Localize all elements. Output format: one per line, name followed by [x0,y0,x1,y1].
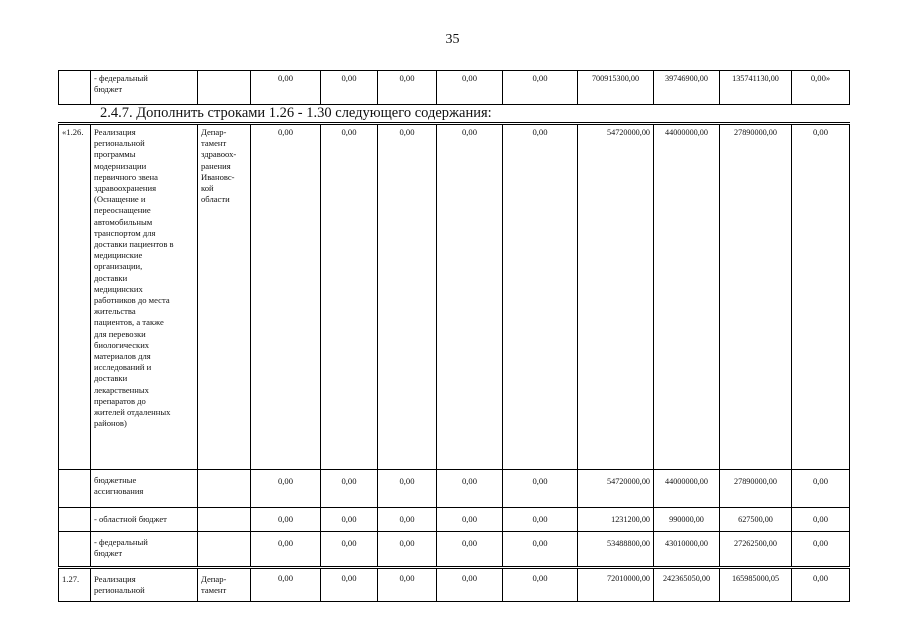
row-number-cell: «1.26. [59,124,91,470]
value-cell: 0,00 [792,470,850,508]
value-cell: 0,00 [792,568,850,602]
value-cell: 27262500,00 [720,532,792,568]
value-cell: 0,00 [321,508,378,532]
table-row [59,508,850,532]
value-cell: 165985000,05 [720,568,792,602]
value-cell: 0,00 [437,124,503,470]
row-executor-cell: Депар- тамент [198,568,251,602]
value-cell: 0,00 [378,532,437,568]
value-cell: 0,00 [792,124,850,470]
section-heading: 2.4.7. Дополнить строками 1.26 - 1.30 следующего содержания: [100,105,492,121]
row-number-cell [59,508,91,532]
value-cell: 0,00 [251,124,321,470]
row-executor-cell [198,470,251,508]
value-cell: 54720000,00 [578,470,654,508]
value-cell: 43010000,00 [654,532,720,568]
table-row [59,568,850,602]
budget-table-continuation [58,70,850,105]
value-cell: 0,00 [321,532,378,568]
value-cell: 990000,00 [654,508,720,532]
row-number-cell [59,470,91,508]
value-cell: 54720000,00 [578,124,654,470]
value-cell: 0,00 [251,568,321,602]
value-cell: 0,00 [251,470,321,508]
value-cell: 0,00 [321,568,378,602]
value-cell: 0,00 [378,568,437,602]
value-cell: 39746900,00 [654,71,720,105]
table-row [59,71,850,105]
value-cell: 27890000,00 [720,470,792,508]
row-executor-cell [198,532,251,568]
value-cell: 0,00 [251,532,321,568]
value-cell: 44000000,00 [654,470,720,508]
row-number-cell: 1.27. [59,568,91,602]
value-cell: 135741130,00 [720,71,792,105]
table-row [59,124,850,470]
value-cell: 0,00 [378,470,437,508]
value-cell: 0,00 [503,532,578,568]
value-cell: 242365050,00 [654,568,720,602]
value-cell: 0,00 [321,71,378,105]
value-cell: 0,00 [251,508,321,532]
value-cell: 0,00 [251,71,321,105]
row-executor-cell [198,508,251,532]
value-cell: 0,00 [503,124,578,470]
value-cell: 0,00 [378,71,437,105]
value-cell: 0,00 [503,508,578,532]
value-cell: 44000000,00 [654,124,720,470]
value-cell: 0,00 [378,124,437,470]
row-executor-cell: Депар- тамент здравоох- ранения Ивановс- кой области [198,124,251,470]
row-executor-cell [198,71,251,105]
row-name-cell: Реализация региональной [91,568,198,602]
value-cell: 700915300,00 [578,71,654,105]
value-cell: 27890000,00 [720,124,792,470]
value-cell: 0,00 [437,532,503,568]
value-cell: 0,00 [437,470,503,508]
value-cell: 0,00 [437,508,503,532]
table-row [59,532,850,568]
value-cell: 0,00 [503,71,578,105]
value-cell: 0,00 [321,470,378,508]
value-cell: 53488800,00 [578,532,654,568]
row-number-cell [59,71,91,105]
value-cell: 0,00» [792,71,850,105]
budget-table [58,122,850,602]
row-name-cell: бюджетные ассигнования [91,470,198,508]
value-cell: 0,00 [792,508,850,532]
row-name-cell: - федеральный бюджет [91,532,198,568]
row-name-cell: Реализация региональной программы модернизации первичного звена здравоохранения (Оснащение и переоснащение автомобильным транспортом для доставки пациентов в медицинские организации, доставки медицинских работников до места жительства пациентов, а также для перевозки биологических материалов для исследований и доставки лекарственных препаратов до жителей отдаленных районов) [91,124,198,470]
value-cell: 1231200,00 [578,508,654,532]
value-cell: 0,00 [378,508,437,532]
value-cell: 0,00 [437,568,503,602]
row-name-cell: - федеральный бюджет [91,71,198,105]
row-name-cell: - областной бюджет [91,508,198,532]
value-cell: 0,00 [321,124,378,470]
page-number: 35 [445,32,460,47]
table-row [59,470,850,508]
value-cell: 0,00 [792,532,850,568]
value-cell: 0,00 [503,568,578,602]
value-cell: 0,00 [503,470,578,508]
value-cell: 627500,00 [720,508,792,532]
value-cell: 0,00 [437,71,503,105]
row-number-cell [59,532,91,568]
value-cell: 72010000,00 [578,568,654,602]
